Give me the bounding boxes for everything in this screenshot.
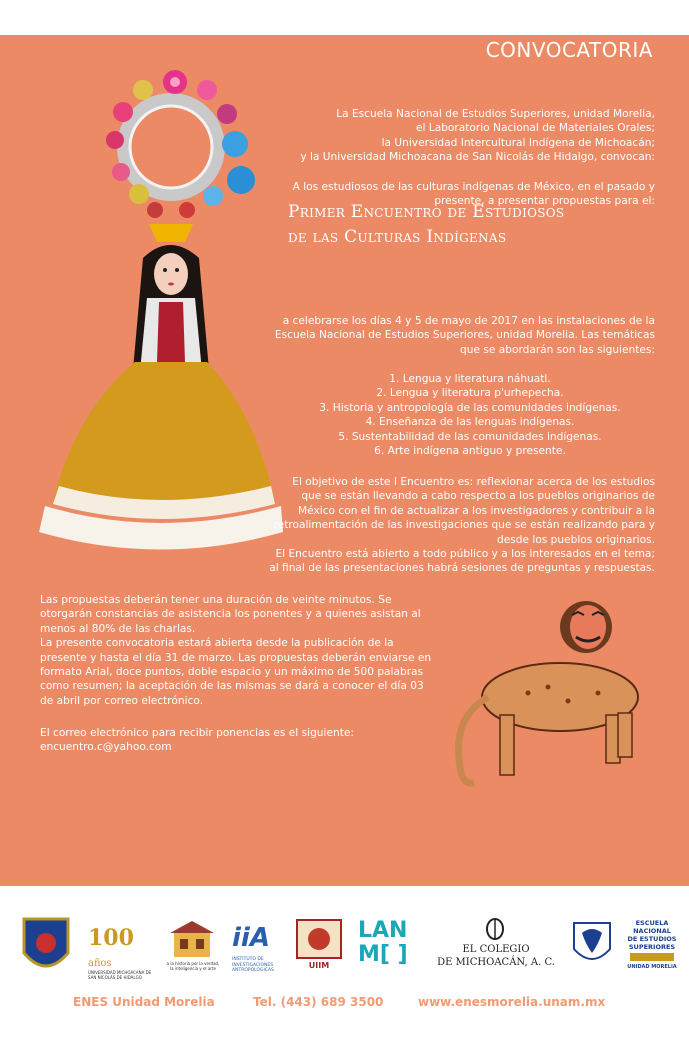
intro-line: la Universidad Intercultural Indígena de Michoacán; <box>381 136 655 149</box>
lanmo-logo-top: LAN <box>358 918 408 943</box>
enes-logo-text <box>624 919 680 971</box>
enes-line: ESCUELA <box>635 919 669 927</box>
uiim-emblem-logo <box>296 919 342 959</box>
footer-name: ENES Unidad Morelia <box>73 995 215 1009</box>
objective-line: retroalimentación de las investigaciones que se están realizando para y <box>273 519 655 532</box>
enes-logo-bar <box>630 953 674 961</box>
contact-email-link[interactable]: encuentro.c@yahoo.com <box>40 741 172 754</box>
uiim-caption: a la historia por la verdad, la inteligencia y el arte <box>166 961 220 971</box>
proposals-line: La presente convocatoria estará abierta desde la publicación de la <box>40 637 394 650</box>
uiim-house-logo <box>168 919 216 959</box>
unam-crest-logo <box>570 919 614 969</box>
colmich-logo-icon <box>485 917 505 941</box>
objective-line: desde los pueblos originarios. <box>497 533 655 546</box>
lanmo-logo-bottom: M[ ] <box>358 942 408 967</box>
umsnh-crest-logo <box>20 913 72 979</box>
topics-list <box>270 372 670 458</box>
event-title-line: de las Culturas Indígenas <box>288 227 507 247</box>
event-details <box>235 314 655 357</box>
contact-section <box>40 726 440 755</box>
proposals-line: de abril por correo electrónico. <box>40 694 204 707</box>
objective-line: El objetivo de este I Encuentro es: reflexionar acerca de los estudios <box>292 476 655 488</box>
umsnh-100-logo <box>88 925 156 980</box>
topic-item: 5. Sustentabilidad de las comunidades indígenas. <box>338 430 602 443</box>
uiim-emblem-label: UIIM <box>308 961 330 970</box>
proposals-paragraph <box>40 593 440 708</box>
umsnh-100-number: 100 <box>88 925 134 951</box>
intro-line: el Laboratorio Nacional de Materiales Orales; <box>415 122 655 135</box>
objective-line: al final de las presentaciones habrá sesiones de preguntas y respuestas. <box>269 562 655 575</box>
footer-website-link[interactable]: www.enesmorelia.unam.mx <box>418 995 606 1009</box>
objective-line: que se están llevando a cabo respecto a los pueblos originarios de <box>301 490 655 503</box>
details-line: Escuela Nacional de Estudios Superiores, unidad Morelia. Las temáticas <box>274 329 655 342</box>
topic-item: 3. Historia y antropología de las comunidades indígenas. <box>319 401 621 414</box>
proposals-line: formato Arial, doce puntos, doble espacio y un máximo de 500 palabras <box>40 666 424 679</box>
enes-line: UNIDAD MORELIA <box>627 964 677 970</box>
objective-line: México con el fin de actualizar a los investigadores y contribuir a la <box>298 504 655 517</box>
colmich-line: DE MICHOACÁN, A. C. <box>437 957 555 968</box>
proposals-line: presente y hasta el día 31 de marzo. Las propuestas deberán enviarse en <box>40 651 432 664</box>
proposals-line: otorgarán constancias de asistencia los ponentes y a quienes asistan al <box>40 608 421 621</box>
objective-line: El Encuentro está abierto a todo público y a los interesados en el tema; <box>275 548 655 561</box>
iia-caption: INSTITUTO DE INVESTIGACIONES ANTROPOLÓGICAS <box>232 957 274 973</box>
event-title <box>288 200 564 250</box>
audience-line: A los estudiosos de las culturas indígenas de México, en el pasado y <box>292 181 655 193</box>
audience-line: presente, a presentar propuestas para el: <box>434 195 655 208</box>
enes-line: SUPERIORES <box>628 943 676 951</box>
objective-paragraph <box>235 475 655 576</box>
topic-item: 4. Enseñanza de las lenguas indígenas. <box>365 416 575 429</box>
umsnh-100-caption: UNIVERSIDAD MICHOACANA DE SAN NICOLÁS DE HIDALGO <box>88 970 152 980</box>
proposals-line: menos al 80% de las charlas. <box>40 622 196 635</box>
intro-line: La Escuela Nacional de Estudios Superiores, unidad Morelia, <box>336 108 655 120</box>
topic-item: 2. Lengua y literatura p'urhepecha. <box>376 387 564 400</box>
page-title: CONVOCATORIA <box>485 38 653 62</box>
lanmo-logo <box>358 919 408 967</box>
intro-line: y la Universidad Michoacana de San Nicolás de Hidalgo, convocan: <box>300 151 655 164</box>
topic-item: 6. Arte indígena antiguo y presente. <box>374 445 566 458</box>
jaguar-figure-illustration <box>448 597 658 792</box>
enes-line: NACIONAL <box>633 927 671 935</box>
topic-item: 1. Lengua y literatura náhuatl. <box>389 373 551 385</box>
footer-phone: Tel. (443) 689 3500 <box>253 995 384 1009</box>
contact-label: El correo electrónico para recibir ponencias es el siguiente: <box>40 727 354 739</box>
iia-logo-mark: iiA <box>232 923 270 953</box>
enes-line: DE ESTUDIOS <box>627 935 677 943</box>
proposals-line: Las propuestas deberán tener una duración de veinte minutos. Se <box>40 594 392 606</box>
details-line: a celebrarse los días 4 y 5 de mayo de 2017 en las instalaciones de la <box>282 315 655 327</box>
colmich-line: EL COLEGIO <box>462 944 530 955</box>
proposals-line: como resumen; la aceptación de las mismas se dará a conocer el día 03 <box>40 680 424 693</box>
event-title-line: Primer Encuentro de Estudiosos <box>288 202 565 222</box>
colmich-logo-text <box>430 943 562 969</box>
details-line: que se abordarán son las siguientes: <box>460 343 655 356</box>
umsnh-100-anos: años <box>88 958 112 969</box>
logos-row <box>0 905 689 985</box>
intro-institutions <box>235 107 655 165</box>
